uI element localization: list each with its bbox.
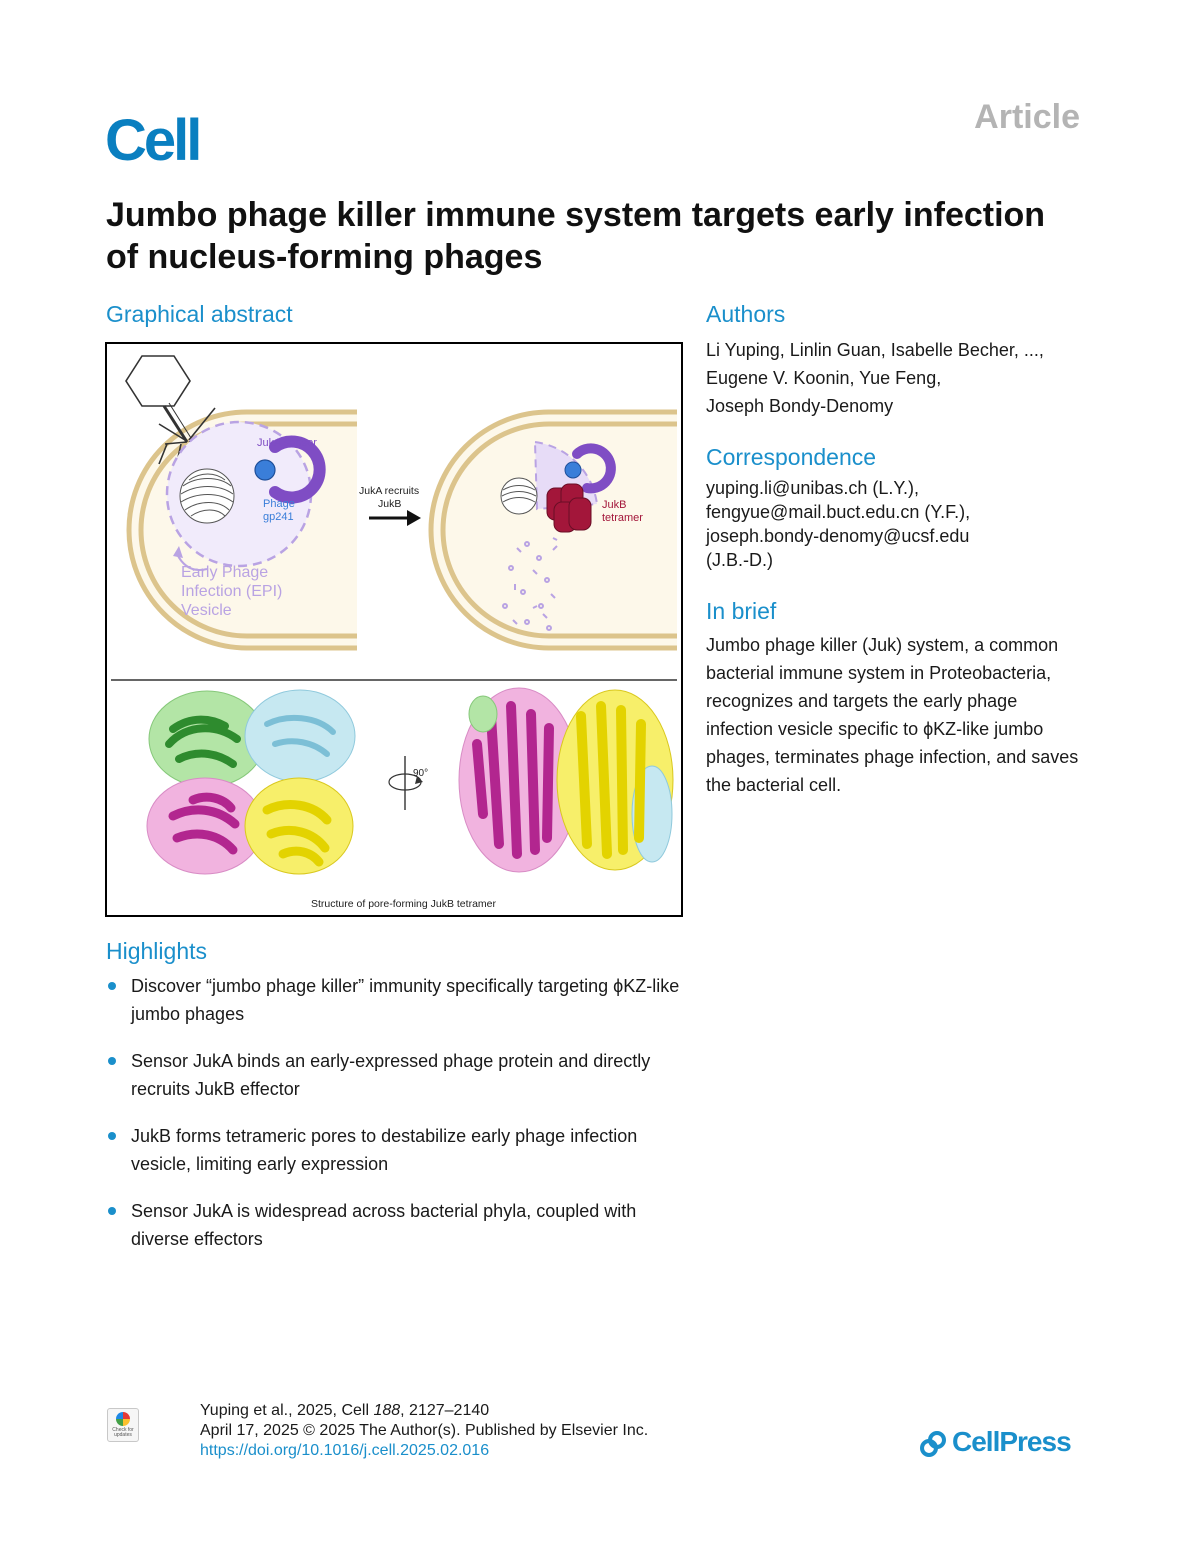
highlight-item xyxy=(106,1197,696,1253)
graphical-abstract-svg xyxy=(107,344,681,915)
publication-date-line: April 17, 2025 © 2025 The Author(s). Published by Elsevier Inc. xyxy=(200,1422,649,1439)
authors-list xyxy=(706,336,1096,420)
recruit-arrow xyxy=(369,510,421,526)
citation-prefix: Yuping et al., 2025, Cell xyxy=(200,1402,374,1419)
check-for-updates-icon[interactable] xyxy=(107,1408,139,1442)
check-updates-label: Check for updates xyxy=(112,1427,134,1438)
correspondence-heading: Correspondence xyxy=(706,444,877,470)
bullet-icon xyxy=(108,1132,116,1140)
epi-label-line2: Infection (EPI) xyxy=(181,583,283,600)
doi-link[interactable]: https://doi.org/10.1016/j.cell.2025.02.016 xyxy=(200,1442,490,1459)
highlights-list xyxy=(106,972,696,1272)
crossmark-icon xyxy=(116,1412,130,1426)
phage-label: Phage xyxy=(263,498,295,510)
juka-sensor-label: JukA sensor xyxy=(257,437,317,449)
cellpress-logo-icon xyxy=(918,1429,948,1459)
authors-heading: Authors xyxy=(706,301,786,327)
journal-logo: Cell xyxy=(105,108,200,173)
highlight-text: Sensor JukA is widespread across bacterial phyla, coupled with diverse effectors xyxy=(131,1201,637,1249)
graphical-abstract-heading: Graphical abstract xyxy=(106,301,293,327)
citation-line xyxy=(200,1401,648,1421)
jukb-label: JukB xyxy=(602,499,627,511)
citation-pages: , 2127–2140 xyxy=(400,1402,490,1419)
citation-block xyxy=(200,1401,648,1461)
correspondence-list xyxy=(706,476,1096,572)
in-brief-text: Jumbo phage killer (Juk) system, a common bacterial immune system in Proteobacteria, recognizes and targets the early phage infection vesicle specific to ϕKZ-like jumbo phages, terminates phage infection, and saves the bacterial cell. xyxy=(706,635,1079,795)
correspondence-email[interactable]: yuping.li@unibas.ch (L.Y.), xyxy=(706,478,920,498)
jukb-structure-top-view xyxy=(147,690,355,874)
in-brief-heading: In brief xyxy=(706,598,777,624)
highlight-item xyxy=(106,1047,696,1103)
gp241-label: gp241 xyxy=(263,511,294,523)
highlight-item xyxy=(106,1122,696,1178)
correspondence-initials: (J.B.-D.) xyxy=(706,550,773,570)
correspondence-email[interactable]: joseph.bondy-denomy@ucsf.edu xyxy=(706,526,970,546)
author-line: Joseph Bondy-Denomy xyxy=(706,396,894,416)
highlight-text: Discover “jumbo phage killer” immunity specifically targeting ϕKZ-like jumbo phages xyxy=(131,976,680,1024)
graphical-abstract-figure xyxy=(105,342,683,917)
author-line: Eugene V. Koonin, Yue Feng, xyxy=(706,368,942,388)
highlights-heading: Highlights xyxy=(106,938,207,964)
epi-label-line1: Early Phage xyxy=(181,564,269,581)
article-type-label: Article xyxy=(974,98,1080,136)
correspondence-email[interactable]: fengyue@mail.buct.edu.cn (Y.F.), xyxy=(706,502,971,522)
epi-label-line3: Vesicle xyxy=(181,602,232,619)
bullet-icon xyxy=(108,1057,116,1065)
jukb-structure-side-view xyxy=(459,688,673,872)
rotation-icon xyxy=(389,756,423,810)
bullet-icon xyxy=(108,982,116,990)
highlight-text: JukB forms tetrameric pores to destabilize early phage infection vesicle, limiting early expression xyxy=(131,1126,638,1174)
arrow-label-line1: JukA recruits xyxy=(359,485,420,497)
arrow-label-line2: JukB xyxy=(378,498,402,510)
cellpress-wordmark: CellPress xyxy=(952,1426,1071,1457)
cellpress-logo xyxy=(918,1428,1071,1459)
bullet-icon xyxy=(108,1207,116,1215)
citation-volume: 188 xyxy=(373,1402,401,1419)
author-line: Li Yuping, Linlin Guan, Isabelle Becher, ..., xyxy=(706,340,1044,360)
tetramer-label: tetramer xyxy=(602,512,643,524)
rotation-label: 90° xyxy=(413,768,429,779)
article-title: Jumbo phage killer immune system targets early infection of nucleus-forming phages xyxy=(106,196,1046,276)
structure-caption: Structure of pore-forming JukB tetramer xyxy=(311,898,496,910)
highlight-item xyxy=(106,972,696,1028)
highlight-text: Sensor JukA binds an early-expressed phage protein and directly recruits JukB effector xyxy=(131,1051,651,1099)
